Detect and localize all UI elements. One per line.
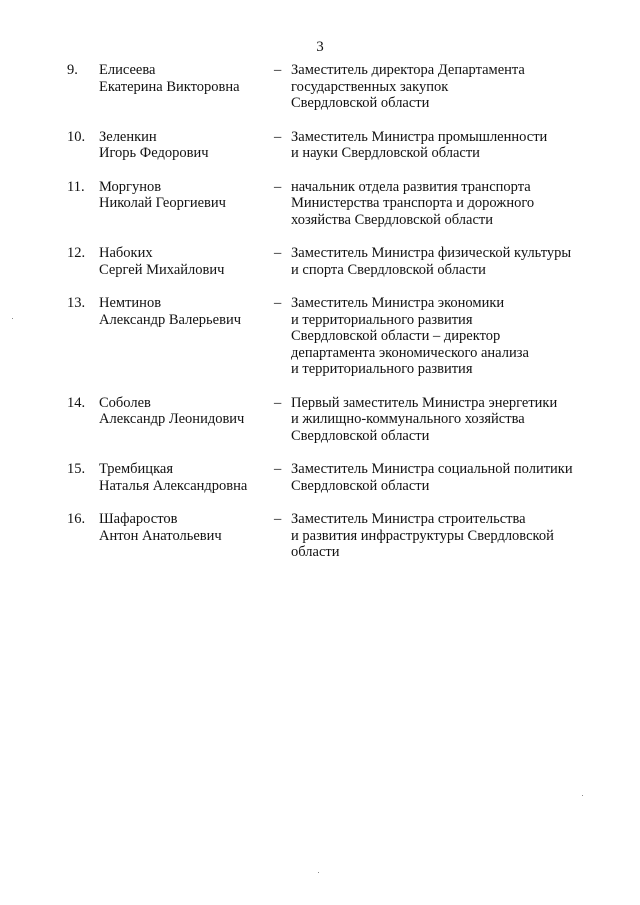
person-name	[99, 295, 269, 328]
scan-speck	[318, 872, 319, 873]
entry-number: 12.	[67, 245, 86, 261]
separator-dash: –	[274, 178, 282, 195]
position-title-line: Свердловской области	[291, 95, 430, 111]
position-title-line: Заместитель директора Департамента	[291, 62, 525, 78]
position-title-line: начальник отдела развития транспорта	[291, 178, 531, 195]
position-title	[291, 129, 601, 162]
entry-number: 11.	[67, 178, 85, 195]
position-title	[291, 295, 601, 378]
person-name-line: Сергей Михайлович	[99, 261, 225, 278]
list-item	[0, 179, 640, 229]
entry-number: 13.	[67, 295, 86, 311]
scan-speck	[582, 795, 583, 796]
person-name-line: Шафаростов	[99, 511, 178, 527]
separator-dash: –	[274, 394, 282, 411]
page-number: 3	[316, 39, 324, 55]
person-name-line: Соболев	[99, 394, 151, 411]
separator-dash: –	[274, 62, 282, 78]
person-name-line: Александр Валерьевич	[99, 311, 241, 328]
person-name-line: Наталья Александровна	[99, 477, 248, 494]
position-title	[291, 461, 601, 494]
position-title-line: Заместитель Министра промышленности	[291, 128, 548, 145]
person-name	[99, 62, 269, 95]
person-name-line: Александр Леонидович	[99, 411, 245, 427]
position-title-line: хозяйства Свердловской области	[291, 211, 493, 228]
position-title-line: департамента экономического анализа	[291, 344, 529, 361]
separator-dash: –	[274, 295, 282, 311]
entry-number: 10.	[67, 128, 86, 145]
separator-dash: –	[274, 461, 282, 477]
person-name-line: Моргунов	[99, 178, 162, 195]
person-name-line: Николай Георгиевич	[99, 195, 226, 211]
person-name	[99, 461, 269, 494]
position-title-line: и развития инфраструктуры Свердловской	[291, 527, 554, 544]
entry-number: 16.	[67, 511, 86, 527]
list-item	[0, 62, 640, 112]
person-name-line: Елисеева	[99, 62, 156, 78]
position-title-line: Министерства транспорта и дорожного	[291, 195, 535, 211]
person-name	[99, 179, 269, 212]
separator-dash: –	[274, 245, 282, 261]
position-title	[291, 62, 601, 112]
list-item	[0, 511, 640, 561]
position-title-line: государственных закупок	[291, 78, 449, 95]
person-name-line: Трембицкая	[99, 461, 173, 477]
position-title-line: области	[291, 544, 340, 560]
position-title-line: Свердловской области	[291, 477, 430, 494]
scan-speck	[12, 318, 13, 319]
entry-number: 9.	[67, 62, 78, 78]
position-title-line: Заместитель Министра физической культуры	[291, 245, 572, 261]
person-name-line: Игорь Федорович	[99, 145, 209, 161]
position-title	[291, 511, 601, 561]
position-title-line: и жилищно-коммунального хозяйства	[291, 411, 525, 427]
person-name-line: Антон Анатольевич	[99, 527, 222, 544]
list-item	[0, 245, 640, 278]
list-item	[0, 295, 640, 378]
entry-number: 15.	[67, 461, 86, 477]
person-name	[99, 129, 269, 162]
position-title-line: и территориального развития	[291, 361, 473, 377]
entry-number: 14.	[67, 394, 86, 411]
position-title-line: и территориального развития	[291, 311, 473, 328]
position-title-line: Заместитель Министра социальной политики	[291, 461, 573, 477]
separator-dash: –	[274, 511, 282, 527]
person-name-line: Екатерина Викторовна	[99, 78, 240, 95]
list-item	[0, 129, 640, 162]
position-title-line: Заместитель Министра строительства	[291, 511, 526, 527]
person-name-line: Немтинов	[99, 295, 162, 311]
position-title-line: и науки Свердловской области	[291, 145, 480, 161]
list-item	[0, 395, 640, 445]
position-title-line: Заместитель Министра экономики	[291, 295, 505, 311]
position-title	[291, 395, 601, 445]
person-name	[99, 245, 269, 278]
position-title-line: Первый заместитель Министра энергетики	[291, 394, 558, 411]
position-title	[291, 179, 601, 229]
position-title-line: Свердловской области – директор	[291, 328, 501, 344]
person-name-line: Зеленкин	[99, 128, 157, 145]
person-name-line: Набоких	[99, 245, 153, 261]
position-title	[291, 245, 601, 278]
position-title-line: Свердловской области	[291, 427, 430, 444]
position-title-line: и спорта Свердловской области	[291, 261, 486, 278]
list-item	[0, 461, 640, 494]
separator-dash: –	[274, 128, 282, 145]
person-name	[99, 395, 269, 428]
person-name	[99, 511, 269, 544]
